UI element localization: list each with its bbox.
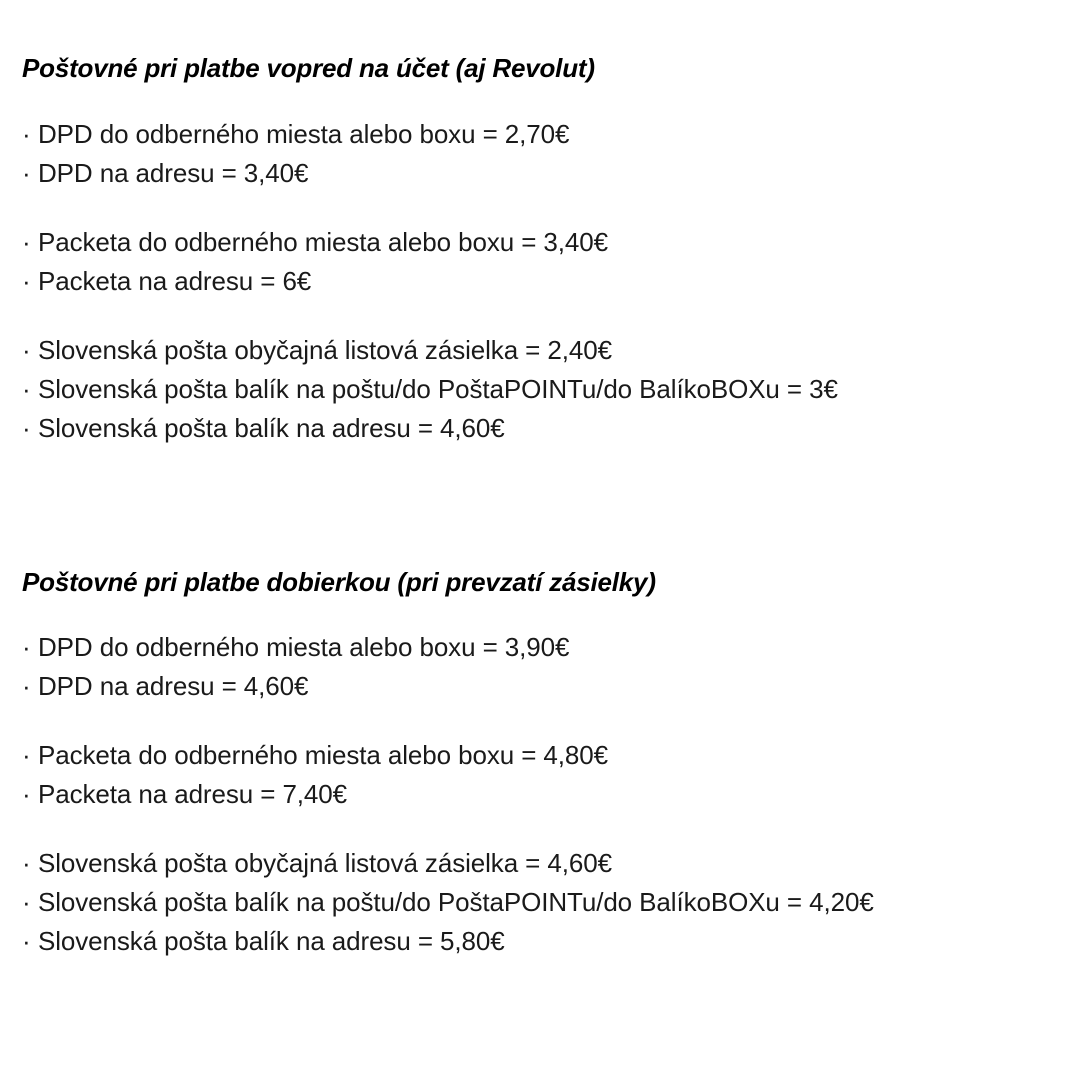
list-item-label: Slovenská pošta balík na adresu = 5,80€: [38, 926, 505, 956]
list-item-label: Slovenská pošta obyčajná listová zásielka = 4,60€: [38, 848, 612, 878]
price-group-packeta-cod: [22, 736, 1058, 814]
list-item-label: Packeta na adresu = 7,40€: [38, 779, 348, 809]
list-item-label: Packeta do odberného miesta alebo boxu = 3,40€: [38, 226, 608, 257]
section-title-cash-on-delivery: Poštovné pri platbe dobierkou (pri prevzatí zásielky): [22, 566, 656, 597]
price-group-slovenska-posta-prepaid: [22, 331, 1058, 448]
list-item-label: Packeta na adresu = 6€: [38, 265, 312, 296]
list-item: [22, 844, 1058, 883]
price-group-dpd-cod: [22, 628, 1058, 706]
list-item-label: Slovenská pošta balík na poštu/do PoštaPOINTu/do BalíkoBOXu = 4,20€: [38, 887, 874, 917]
bullet-icon: ·: [22, 265, 31, 296]
list-item: [22, 736, 1058, 775]
bullet-icon: ·: [22, 848, 31, 878]
list-item-label: DPD na adresu = 3,40€: [38, 157, 309, 188]
list-item: [22, 370, 1058, 409]
list-item: [22, 331, 1058, 370]
section-prepaid: [22, 52, 1058, 448]
list-item-label: DPD do odberného miesta alebo boxu = 2,70€: [38, 118, 570, 149]
bullet-icon: ·: [22, 157, 31, 188]
list-item: [22, 667, 1058, 706]
bullet-icon: ·: [22, 740, 31, 770]
section-title-prepaid: Poštovné pri platbe vopred na účet (aj Revolut): [22, 53, 595, 83]
price-group-dpd-prepaid: [22, 115, 1058, 193]
price-group-packeta-prepaid: [22, 223, 1058, 301]
bullet-icon: ·: [22, 926, 31, 956]
list-item-label: Slovenská pošta balík na poštu/do PoštaPOINTu/do BalíkoBOXu = 3€: [38, 373, 838, 404]
list-item: [22, 883, 1058, 922]
list-item: [22, 115, 1058, 154]
bullet-icon: ·: [22, 887, 31, 917]
list-item-label: DPD na adresu = 4,60€: [38, 671, 309, 701]
list-item: [22, 775, 1058, 814]
list-item: [22, 922, 1058, 961]
price-group-slovenska-posta-cod: [22, 844, 1058, 961]
list-item-label: Slovenská pošta balík na adresu = 4,60€: [38, 412, 505, 443]
bullet-icon: ·: [22, 118, 31, 149]
bullet-icon: ·: [22, 334, 31, 365]
list-item-label: Packeta do odberného miesta alebo boxu = 4,80€: [38, 740, 608, 770]
section-divider-space: [22, 448, 1058, 566]
bullet-icon: ·: [22, 373, 31, 404]
bullet-icon: ·: [22, 412, 31, 443]
section-cash-on-delivery: [22, 566, 1058, 962]
list-item: [22, 262, 1058, 301]
bullet-icon: ·: [22, 779, 31, 809]
list-item: [22, 409, 1058, 448]
bullet-icon: ·: [22, 671, 31, 701]
list-item: [22, 628, 1058, 667]
bullet-icon: ·: [22, 226, 31, 257]
list-item-label: Slovenská pošta obyčajná listová zásielka = 2,40€: [38, 334, 612, 365]
bullet-icon: ·: [22, 632, 31, 662]
list-item-label: DPD do odberného miesta alebo boxu = 3,90€: [38, 632, 570, 662]
list-item: [22, 154, 1058, 193]
list-item: [22, 223, 1058, 262]
